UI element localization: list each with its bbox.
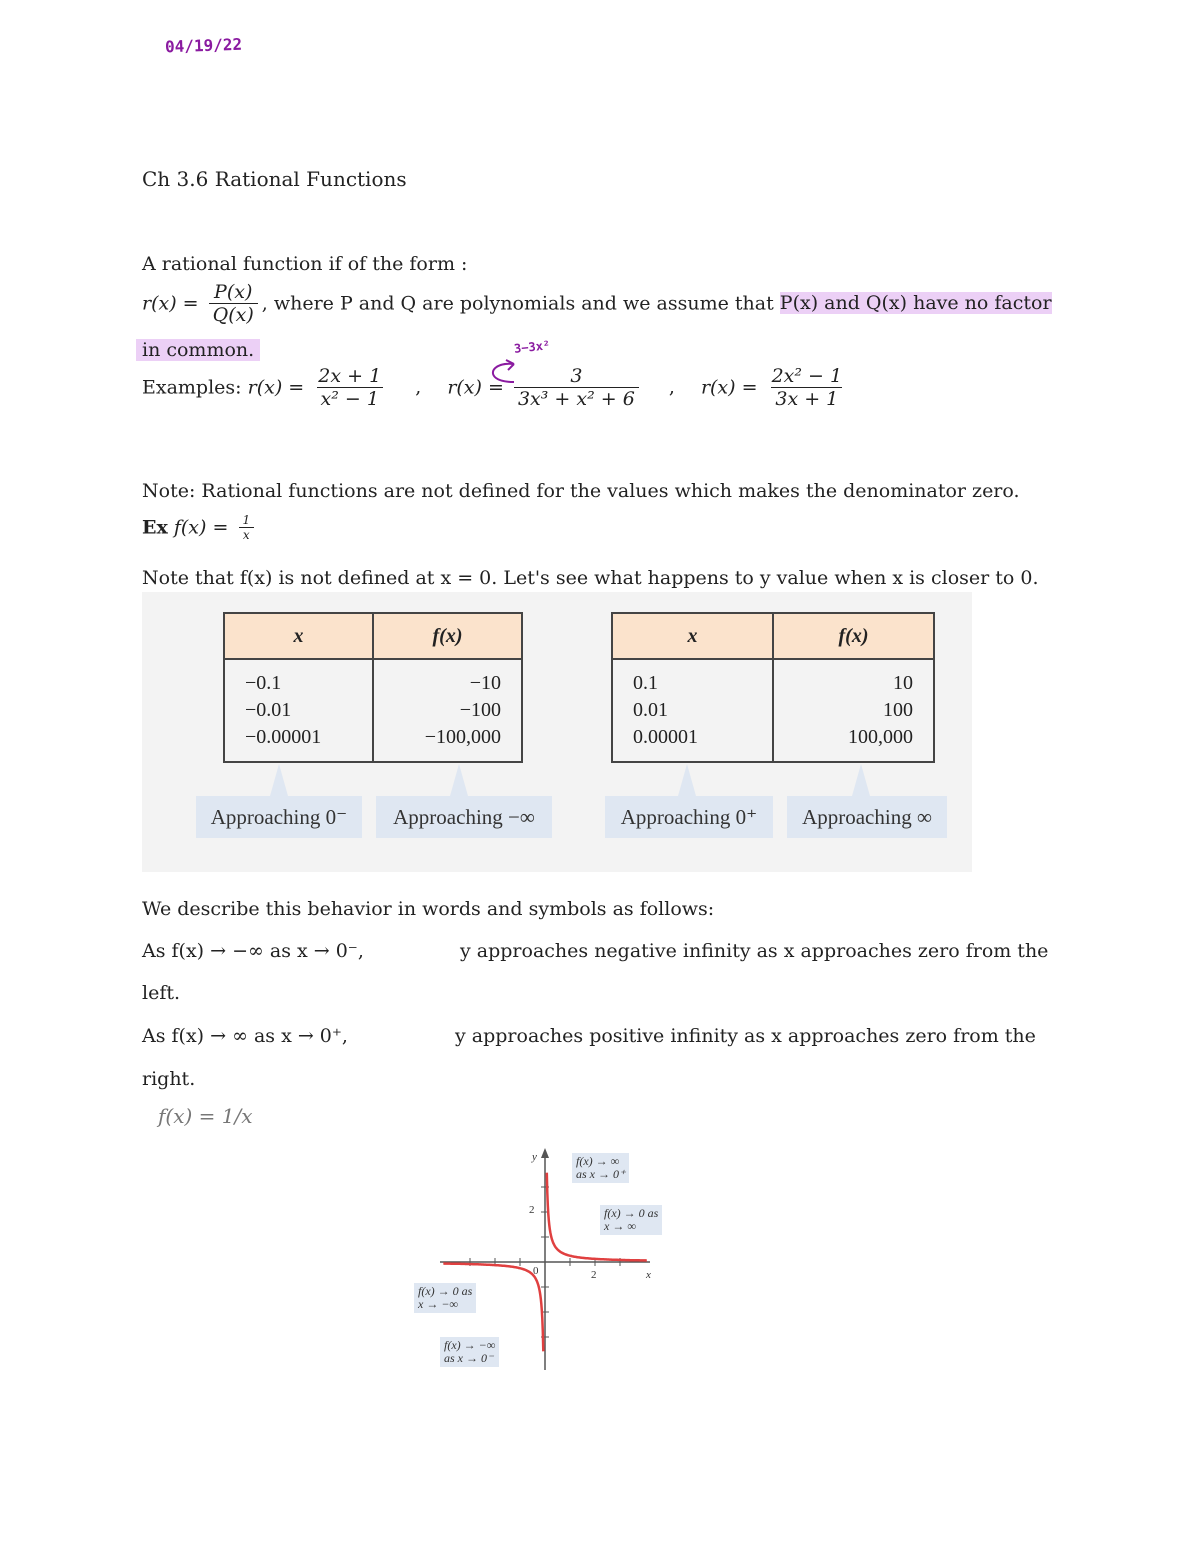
graph-caption: f(x) = 1/x xyxy=(158,1104,253,1128)
example-1-lhs: r(x) = xyxy=(247,376,305,399)
example-3-denominator: 3x + 1 xyxy=(771,387,842,411)
y-axis-arrow-icon xyxy=(541,1148,549,1158)
table-cell: 100 xyxy=(883,699,913,721)
table-cell: 0.00001 xyxy=(633,726,698,748)
axis-label-x: x xyxy=(646,1269,651,1281)
definition-line xyxy=(142,282,1052,327)
example-1-numerator: 2x + 1 xyxy=(318,365,382,387)
graph-label-line: f(x) → 0 as xyxy=(604,1206,659,1220)
ex-denominator: x xyxy=(239,527,254,542)
table-cell: −0.01 xyxy=(245,699,292,721)
definition-fraction xyxy=(209,282,258,327)
tag-pointer xyxy=(270,764,288,796)
graph-label-line: f(x) → 0 as xyxy=(418,1284,473,1298)
behavior-left-words: y approaches negative infinity as x approaches zero from the xyxy=(460,940,1049,962)
table-header-fx: f(x) xyxy=(773,613,934,659)
graph-label-top xyxy=(572,1153,629,1183)
definition-lhs: r(x) = xyxy=(142,292,199,315)
ex-label: Ex xyxy=(142,516,168,539)
graph-label-line: as x → 0⁺ xyxy=(576,1167,626,1181)
intro-text: A rational function if of the form : xyxy=(142,253,468,275)
examples-label: Examples: xyxy=(142,376,242,399)
ex-fraction xyxy=(238,514,254,543)
definition-denominator: Q(x) xyxy=(209,303,258,327)
table-row xyxy=(612,659,934,762)
table-cell: 10 xyxy=(893,672,913,694)
tick-label-y: 2 xyxy=(529,1204,535,1216)
note-text-1: Note: Rational functions are not defined for the values which makes the denominator zero. xyxy=(142,480,1020,502)
tag-approaching-neg-infinity: Approaching −∞ xyxy=(376,796,552,838)
values-table-positive xyxy=(611,612,935,763)
example-1-denominator: x² − 1 xyxy=(317,387,383,411)
behavior-left-cont: left. xyxy=(142,982,181,1004)
example-3-numerator: 2x² − 1 xyxy=(771,365,843,387)
annotation-arrow-icon xyxy=(484,356,520,386)
example-3-fraction xyxy=(768,366,847,411)
axis-label-y: y xyxy=(532,1151,537,1163)
example-2-denominator: 3x³ + x² + 6 xyxy=(514,387,639,411)
table-cell: −100 xyxy=(459,699,501,721)
ex-lhs: f(x) = xyxy=(173,516,229,539)
definition-highlight-cont: in common. xyxy=(136,339,260,361)
example-2-lhs: r(x) = xyxy=(447,376,504,399)
example-2-numerator: 3 xyxy=(570,365,583,387)
behavior-right-words: y approaches positive infinity as x approaches zero from the xyxy=(455,1025,1036,1047)
values-table-negative xyxy=(223,612,523,763)
table-header-x: x xyxy=(224,613,373,659)
table-cell: −10 xyxy=(469,672,501,694)
tag-pointer xyxy=(678,764,696,796)
handwritten-annotation: 3−3x² xyxy=(513,338,551,356)
origin-label: 0 xyxy=(533,1265,539,1277)
graph-label-line: f(x) → ∞ xyxy=(576,1154,620,1168)
graph-label-left xyxy=(414,1283,476,1313)
behavior-right-cont: right. xyxy=(142,1068,196,1090)
table-row xyxy=(224,659,522,762)
graph-label-line: x → −∞ xyxy=(418,1297,458,1311)
definition-text: , where P and Q are polynomials and we assume that xyxy=(261,292,780,315)
page-title: Ch 3.6 Rational Functions xyxy=(142,167,407,191)
describe-text: We describe this behavior in words and symbols as follows: xyxy=(142,898,715,920)
table-cell: −0.1 xyxy=(245,672,282,694)
behavior-left-symbols: As f(x) → −∞ as x → 0⁻, xyxy=(142,940,364,962)
tag-pointer xyxy=(852,764,870,796)
graph-label-right xyxy=(600,1205,662,1235)
graph-label-line: x → ∞ xyxy=(604,1219,636,1233)
note-text-2: Note that f(x) is not defined at x = 0. Let's see what happens to y value when x is closer to 0. xyxy=(142,567,1039,589)
tick-label-x: 2 xyxy=(591,1269,597,1281)
table-cell: −100,000 xyxy=(424,726,501,748)
table-header-x: x xyxy=(612,613,773,659)
example-2-fraction xyxy=(514,366,639,411)
table-cell: 100,000 xyxy=(848,726,913,748)
graph-label-line: f(x) → −∞ xyxy=(444,1338,496,1352)
ex-line xyxy=(142,514,258,543)
example-3-lhs: r(x) = xyxy=(700,376,758,399)
behavior-right-symbols: As f(x) → ∞ as x → 0⁺, xyxy=(142,1025,348,1047)
tag-pointer xyxy=(450,764,468,796)
tag-approaching-0-plus: Approaching 0⁺ xyxy=(605,796,773,838)
definition-numerator: P(x) xyxy=(214,281,253,303)
table-cell: 0.01 xyxy=(633,699,668,721)
graph-label-line: as x → 0⁻ xyxy=(444,1351,494,1365)
examples-line: Examples: r(x) = $\frac{2x + 1}{\text{x² − 1}}$ , r(x) = $\frac{3}{\text{3x³ + x² + 6}}$ , r(x) = $\frac{\text{2x² − 1}}{3x + 1}$ xyxy=(142,366,850,411)
handwritten-date: 04/19/22 xyxy=(164,34,243,57)
tag-approaching-infinity: Approaching ∞ xyxy=(787,796,947,838)
example-1-fraction xyxy=(314,366,385,411)
table-header-fx: f(x) xyxy=(373,613,522,659)
graph-label-bottom xyxy=(440,1337,499,1367)
tag-approaching-0-minus: Approaching 0⁻ xyxy=(196,796,362,838)
table-cell: 0.1 xyxy=(633,672,658,694)
table-cell: −0.00001 xyxy=(245,726,322,748)
ex-numerator: 1 xyxy=(242,513,251,527)
definition-highlight: P(x) and Q(x) have no factor xyxy=(779,292,1052,315)
